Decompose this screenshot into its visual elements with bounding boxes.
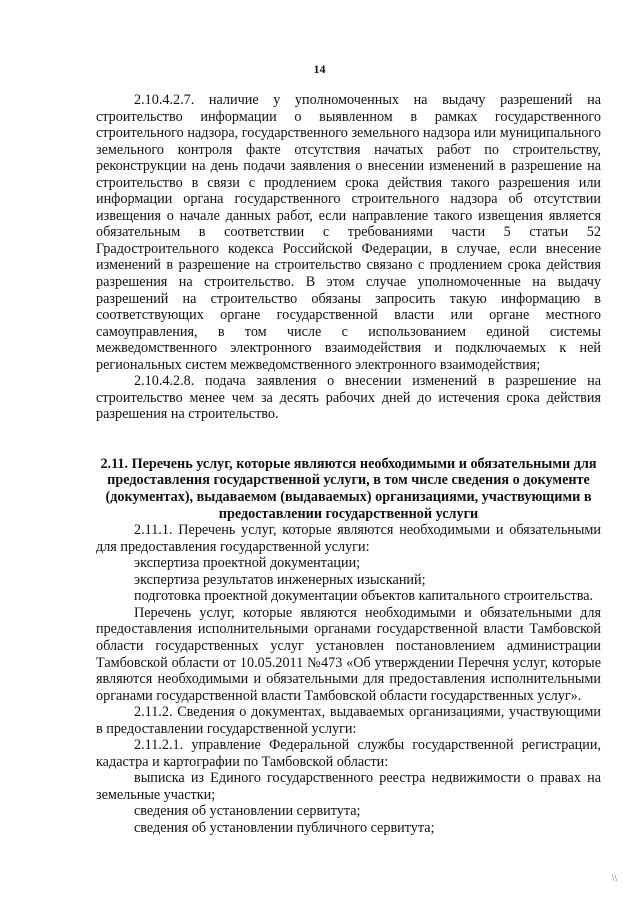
- list-item-project-preparation: подготовка проектной документации объектов капитального строительства.: [134, 588, 594, 605]
- paragraph-2-11-2: 2.11.2. Сведения о документах, выдаваемых организациями, участвующими в предоставлении государственной услуги:: [96, 704, 601, 737]
- paragraph-2-10-4-2-7: 2.10.4.2.7. наличие у уполномоченных на выдачу разрешений на строительство информации о выявленном в рамках государственного строительного надзора, государственного земельного надзора или муниципального земельного контроля факте отсутствия начатых работ по строительству, реконструкции на день подачи заявления о внесении изменений в разрешение на строительство в связи с продлением срока действия такого разрешения или информации органа государственного строительного надзора об отсутствии извещения о начале данных работ, если направление такого извещения является обязательным в соответствии с требованиями части 5 статьи 52 Градостроительного кодекса Российской Федерации, в случае, если внесение изменений в разрешение на строительство связано с продлением срока действия разрешения на строительство. В этом случае уполномоченные на выдачу разрешений на строительство обязаны запросить такую информацию в соответствующих органе государственной власти или органе местного самоуправления, в том числе с использованием единой системы межведомственного электронного взаимодействия и подключаемых к ней региональных систем межведомственного электронного взаимодействия;: [96, 92, 601, 373]
- paragraph-2-10-4-2-8: 2.10.4.2.8. подача заявления о внесении изменений в разрешение на строительство менее чем за десять рабочих дней до истечения срока действия разрешения на строительство.: [96, 373, 601, 423]
- paragraph-services-list: Перечень услуг, которые являются необходимыми и обязательными для предоставления исполнительными органами государственной власти Тамбовской области государственных услуг установлен постановлением администрации Тамбовской области от 10.05.2011 №473 «Об утверждении Перечня услуг, которые являются необходимыми и обязательными для предоставления исполнительными органами государственной власти Тамбовской области государственных услуг».: [96, 604, 601, 704]
- list-item-survey-expertise: экспертиза результатов инженерных изысканий;: [134, 571, 426, 588]
- paragraph-2-11-2-1: 2.11.2.1. управление Федеральной службы государственной регистрации, кадастра и картографии по Тамбовской области:: [96, 737, 601, 770]
- section-spacer: [96, 423, 601, 456]
- paragraph-2-11-1: 2.11.1. Перечень услуг, которые являются необходимыми и обязательными для предоставления государственной услуги:: [96, 522, 601, 555]
- page-number: 14: [313, 62, 326, 76]
- scan-mark: \\: [611, 873, 617, 883]
- paragraph-servitude-info: сведения об установлении сервитута;: [134, 803, 361, 820]
- page-content: [96, 92, 601, 837]
- paragraph-public-servitude-info: сведения об установлении публичного сервитута;: [134, 819, 435, 836]
- list-item-design-expertise: экспертиза проектной документации;: [134, 555, 361, 572]
- paragraph-registry-extract: выписка из Единого государственного реестра недвижимости о правах на земельные участки;: [96, 770, 601, 803]
- section-title-2-11: 2.11. Перечень услуг, которые являются необходимыми и обязательными для предоставления государственной услуги, в том числе сведения о документе (документах), выдаваемом (выдаваемых) организациями, участвующими в предоставлении государственной услуги: [100, 455, 597, 522]
